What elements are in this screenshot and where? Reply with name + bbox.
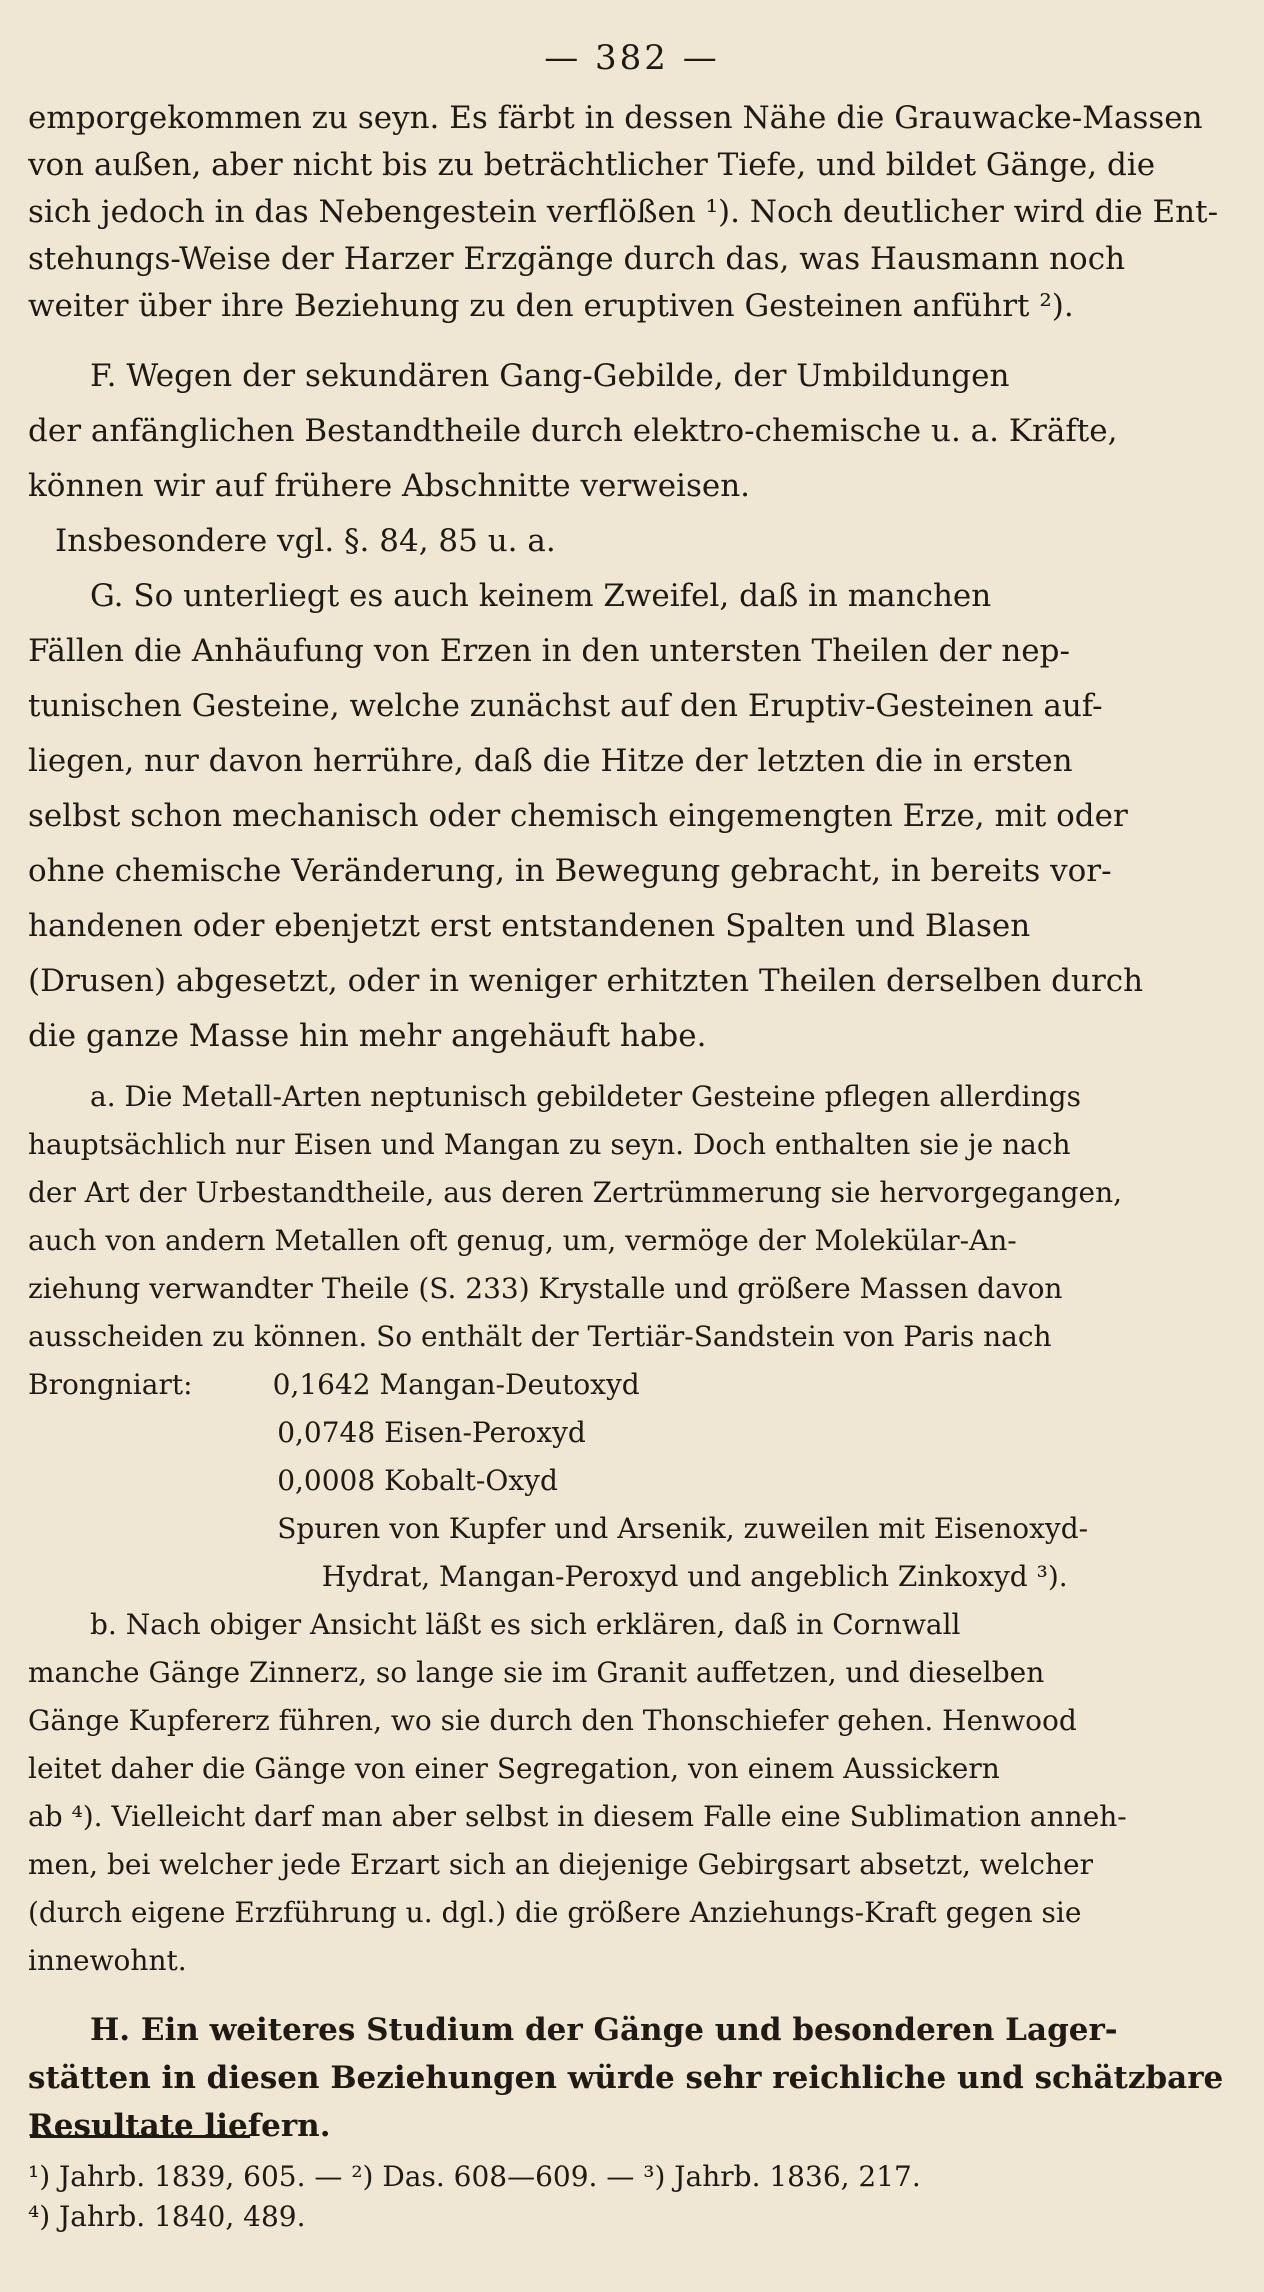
note-b-line: b. Nach obiger Ansicht läßt es sich erklären, daß in Cornwall xyxy=(90,1608,961,1641)
text-line: innewohnt. xyxy=(28,1944,187,1977)
analysis-line: Spuren von Kupfer und Arsenik, zuweilen mit Eisenoxyd- xyxy=(28,1512,1089,1545)
text-line: emporgekommen zu seyn. Es färbt in dessen Nähe die Grauwacke-Massen xyxy=(28,100,1203,136)
text-line: Fällen die Anhäufung von Erzen in den untersten Theilen der nep- xyxy=(28,633,1070,669)
section-f-heading-line: F. Wegen der sekundären Gang-Gebilde, der Umbildungen xyxy=(90,358,1010,394)
analysis-line: Brongniart: 0,1642 Mangan-Deutoxyd xyxy=(28,1368,640,1401)
footnote-line: ⁴) Jahrb. 1840, 489. xyxy=(28,2200,306,2233)
text-line: sich jedoch in das Nebengestein verflößen ¹). Noch deutlicher wird die Ent- xyxy=(28,194,1219,230)
text-line: die ganze Masse hin mehr angehäuft habe. xyxy=(28,1018,707,1054)
section-h-heading-line: H. Ein weiteres Studium der Gänge und besonderen Lager- xyxy=(90,2012,1118,2048)
reference-line: Insbesondere vgl. §. 84, 85 u. a. xyxy=(55,523,556,559)
text-line: ausscheiden zu können. So enthält der Tertiär-Sandstein von Paris nach xyxy=(28,1320,1052,1353)
text-line: leitet daher die Gänge von einer Segregation, von einem Aussickern xyxy=(28,1752,1000,1785)
text-line: liegen, nur davon herrühre, daß die Hitze der letzten die in ersten xyxy=(28,743,1073,779)
text-line: handenen oder ebenjetzt erst entstandenen Spalten und Blasen xyxy=(28,908,1031,944)
text-line: von außen, aber nicht bis zu beträchtlicher Tiefe, und bildet Gänge, die xyxy=(28,147,1156,183)
footnote-divider xyxy=(30,2135,250,2138)
analysis-line: Hydrat, Mangan-Peroxyd und angeblich Zinkoxyd ³). xyxy=(28,1560,1068,1593)
text-line: manche Gänge Zinnerz, so lange sie im Granit auffetzen, und dieselben xyxy=(28,1656,1045,1689)
text-line: men, bei welcher jede Erzart sich an diejenige Gebirgsart absetzt, welcher xyxy=(28,1848,1093,1881)
text-line: weiter über ihre Beziehung zu den eruptiven Gesteinen anführt ²). xyxy=(28,288,1074,324)
text-line: (Drusen) abgesetzt, oder in weniger erhitzten Theilen derselben durch xyxy=(28,963,1144,999)
text-line: stehungs-Weise der Harzer Erzgänge durch das, was Hausmann noch xyxy=(28,241,1126,277)
text-line: ohne chemische Veränderung, in Bewegung gebracht, in bereits vor- xyxy=(28,853,1112,889)
text-line: ziehung verwandter Theile (S. 233) Krystalle und größere Massen davon xyxy=(28,1272,1063,1305)
section-g-heading-line: G. So unterliegt es auch keinem Zweifel, daß in manchen xyxy=(90,578,992,614)
text-line: können wir auf frühere Abschnitte verweisen. xyxy=(28,468,751,504)
text-line: der Art der Urbestandtheile, aus deren Zertrümmerung sie hervorgegangen, xyxy=(28,1176,1123,1209)
text-line: ab ⁴). Vielleicht darf man aber selbst in diesem Falle eine Sublimation anneh- xyxy=(28,1800,1127,1833)
text-line: der anfänglichen Bestandtheile durch elektro-chemische u. a. Kräfte, xyxy=(28,413,1118,449)
text-line: selbst schon mechanisch oder chemisch eingemengten Erze, mit oder xyxy=(28,798,1128,834)
text-line: stätten in diesen Beziehungen würde sehr reichliche und schätzbare xyxy=(28,2060,1224,2096)
text-line: Gänge Kupfererz führen, wo sie durch den Thonschiefer gehen. Henwood xyxy=(28,1704,1077,1737)
text-line: (durch eigene Erzführung u. dgl.) die größere Anziehungs-Kraft gegen sie xyxy=(28,1896,1082,1929)
note-a-line: a. Die Metall-Arten neptunisch gebildeter Gesteine pflegen allerdings xyxy=(90,1080,1081,1113)
analysis-line: 0,0008 Kobalt-Oxyd xyxy=(28,1464,558,1497)
text-line: hauptsächlich nur Eisen und Mangan zu seyn. Doch enthalten sie je nach xyxy=(28,1128,1071,1161)
page-number: — 382 — xyxy=(544,38,720,78)
text-line: Resultate liefern. xyxy=(28,2108,331,2144)
analysis-line: 0,0748 Eisen-Peroxyd xyxy=(28,1416,586,1449)
footnote-line: ¹) Jahrb. 1839, 605. — ²) Das. 608—609. — ³) Jahrb. 1836, 217. xyxy=(28,2160,921,2193)
text-line: tunischen Gesteine, welche zunächst auf den Eruptiv-Gesteinen auf- xyxy=(28,688,1103,724)
text-line: auch von andern Metallen oft genug, um, vermöge der Molekülar-An- xyxy=(28,1224,1017,1257)
